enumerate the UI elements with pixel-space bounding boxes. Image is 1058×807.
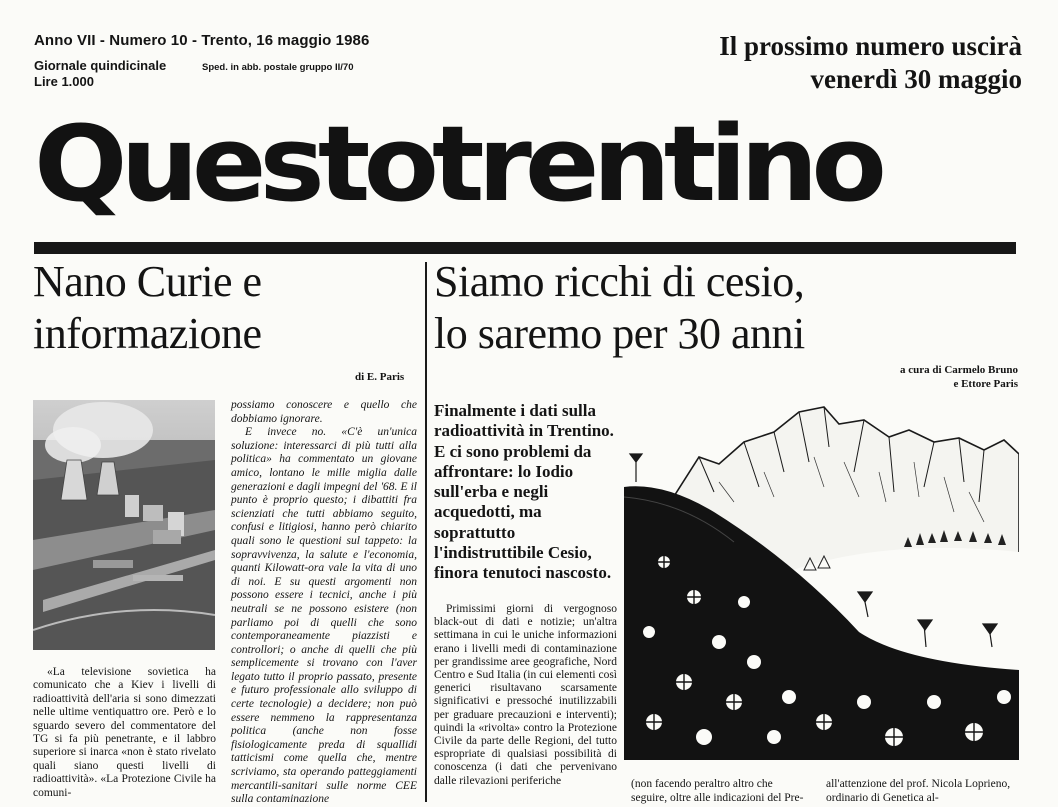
frequency-label: Giornale quindicinale [34, 58, 167, 73]
next-issue-line1: Il prossimo numero uscirà [719, 31, 1022, 61]
column2-paragraph: possiamo conoscere e quello che dobbiamo ignorare. [231, 399, 417, 425]
left-article-headline [33, 256, 413, 360]
nuclear-plant-photo [33, 400, 215, 650]
column5-text: all'attenzione del prof. Nicola Loprieno, ordinario di Genetica al- [826, 778, 1011, 804]
main-headline-line2: lo saremo per 30 anni [434, 309, 805, 358]
main-headline-line1: Siamo ricchi di cesio, [434, 257, 805, 306]
masthead-title: Questotrentino [34, 102, 880, 225]
left-article-byline: di E. Paris [355, 371, 405, 383]
main-byline-line2: e Ettore Paris [953, 378, 1018, 390]
next-issue-notice [719, 30, 1022, 96]
main-article-headline [434, 256, 1034, 360]
main-byline-line1: a cura di Carmelo Bruno [900, 364, 1018, 376]
left-article-body: «La televisione sovietica ha comunicato che a Kiev i livelli di radioattività dell'aria si sono dimezzati nelle ultime ventiquattro ore. Però e lo sguardo severo del commentatore del TG si fa più penetrante, e il labbro superiore si inarca «non è stato rivelato quali siano questi livelli di radioattività». «La Protezione Civile ha comuni- [33, 666, 216, 799]
main-article-body: Primissimi giorni di vergognoso black-out di dati e notizie; un'altra settimana in cui le uniche informazioni erano i livelli medi di contaminazione per grandissime aree geografiche, Nord Centro e Sud Italia (in cui elementi così generici risultavano scarsamente significativi e pressoché inutilizzabili per graduare precauzioni e interventi); quindi la «rivolta» contro la Protezione Civile da parte delle Regioni, del tutto espropriate di qualsiasi possibilità di conoscenza (i dati che pervenivano dalle rilevazioni periferiche [434, 603, 617, 787]
left-headline-line2: informazione [33, 309, 262, 358]
issue-line: Anno VII - Numero 10 - Trento, 16 maggio 1986 [34, 32, 370, 49]
main-article-byline [900, 363, 1018, 391]
column-divider [425, 262, 427, 802]
next-issue-line2: venerdì 30 maggio [810, 64, 1022, 94]
main-article-deck: Finalmente i dati sulla radioattività in Trentino. E ci sono problemi da affrontare: lo Iodio sull'erba e negli acquedotti, ma soprattutto l'indistruttibile Cesio, finora tenutoci nascosto. [434, 401, 614, 583]
masthead-rule [34, 242, 1016, 254]
column4-text: (non facendo peraltro altro che seguire, oltre alle indicazioni del Pre- [631, 778, 804, 804]
column2-paragraph: E invece no. «C'è un'unica soluzione: interessarci di più tutti alla politica» ha commentato un giovane amico, lontano le mille miglia dalle generazioni e dagli impegni del '68. E il punto è proprio questo; i dibattiti fra scienziati che tutti abbiamo seguito, confusi e litigiosi, hanno però chiarito quali sono le questioni sul tappeto: la sopravvivenza, la salute e l'economia, quanti Kilowatt-ora vale la vita di uno di noi. E su questi argomenti non possono essere i tecnici, anche i più neutrali se ne possono esistere (non parliamo poi di quelli che sono contemporaneamente piazzisti e controllori; o anche di quelli che più semplicemente si trovano con l'aver legato tutto il proprio passato, presente e futuro professionale allo sviluppo di certe tecnologie) a decidere; non può essere nemmeno la rappresentanza politica (anche non fosse fisiologicamente preda di squallidi tatticismi come quella che, mentre scriviamo, sta operando patteggiamenti mercantili-sanitari sulle norme CEE sulla contaminazione [231, 426, 417, 806]
price-label: Lire 1.000 [34, 74, 94, 89]
mountain-meadow-illustration [624, 402, 1019, 760]
left-article-column2 [231, 399, 417, 807]
left-headline-line1: Nano Curie e [33, 257, 262, 306]
postal-label: Sped. in abb. postale gruppo II/70 [202, 62, 354, 73]
